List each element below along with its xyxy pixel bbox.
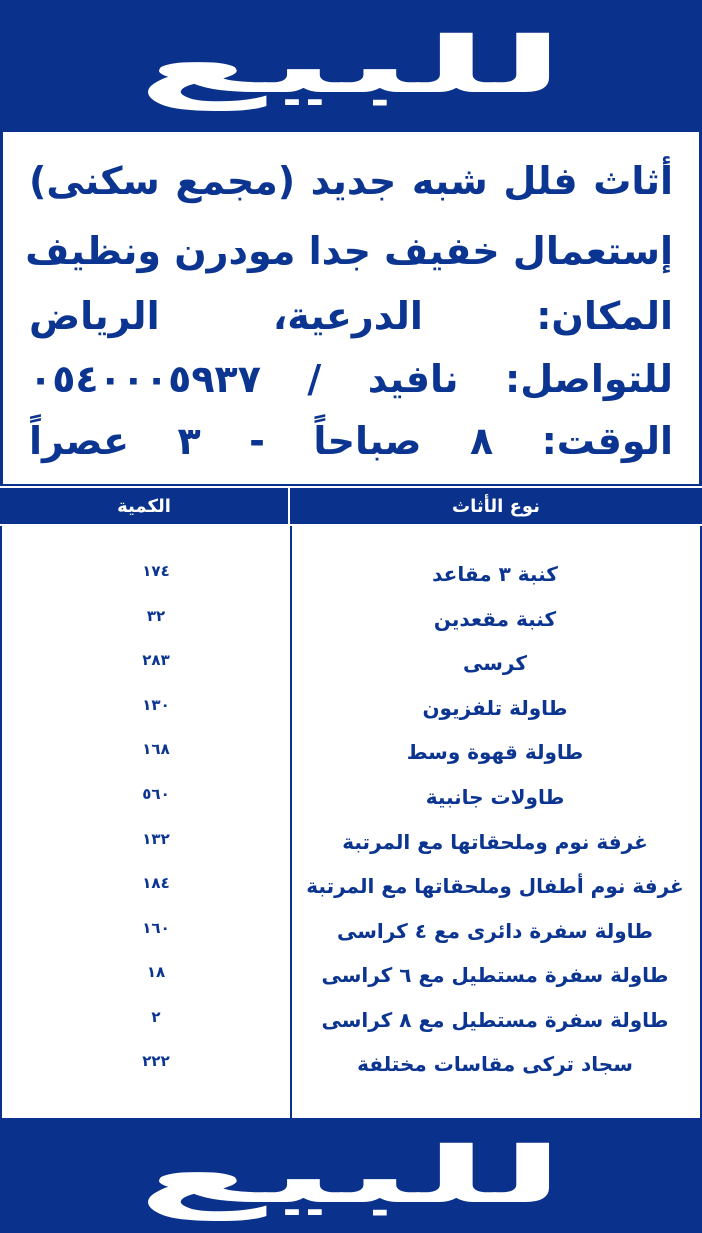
header-quantity: الكمية bbox=[117, 495, 171, 517]
table-row bbox=[2, 1008, 700, 1048]
table-row bbox=[2, 651, 700, 691]
table-row bbox=[2, 740, 700, 780]
info-line-time: الوقت: ٨ صباحاً - ٣ عصراً bbox=[29, 419, 673, 463]
table-row bbox=[2, 919, 700, 959]
item-quantity: ١٧٤ bbox=[142, 562, 170, 580]
table-row bbox=[2, 874, 700, 914]
top-banner bbox=[0, 0, 702, 132]
item-name: طاولة سفرة دائرى مع ٤ كراسى bbox=[336, 919, 654, 943]
item-quantity: ٥٦٠ bbox=[142, 785, 170, 803]
info-line-location: المكان: الدرعية، الرياض bbox=[29, 294, 673, 338]
info-line-contact: للتواصل: نافيد / ٠٥٤٠٠٠٥٩٣٧ bbox=[29, 357, 673, 401]
table-row bbox=[2, 562, 700, 602]
table-row bbox=[2, 830, 700, 870]
table-row bbox=[2, 607, 700, 647]
item-quantity: ١٣٢ bbox=[142, 830, 170, 848]
table-row bbox=[2, 785, 700, 825]
item-quantity: ٣٢ bbox=[146, 607, 166, 625]
listing-info bbox=[0, 132, 702, 486]
item-name: طاولات جانبية bbox=[425, 785, 565, 809]
for-sale-footer: للبيع bbox=[137, 1130, 565, 1221]
info-line-description: أثاث فلل شبه جديد (مجمع سكنى) bbox=[29, 159, 673, 203]
item-quantity: ١٣٠ bbox=[142, 696, 170, 714]
item-quantity: ٢٨٣ bbox=[142, 651, 170, 669]
item-name: سجاد تركى مقاسات مختلفة bbox=[357, 1052, 633, 1076]
item-name: كنبة مقعدين bbox=[433, 607, 557, 631]
furniture-table bbox=[0, 526, 702, 1118]
item-name: غرفة نوم وملحقاتها مع المرتبة bbox=[342, 830, 648, 854]
item-quantity: ١٨٤ bbox=[142, 874, 170, 892]
info-line-condition: إستعمال خفيف جدا مودرن ونظيف bbox=[25, 229, 673, 273]
item-name: طاولة قهوة وسط bbox=[406, 740, 584, 764]
header-furniture-type: نوع الأثاث bbox=[452, 495, 540, 517]
table-row bbox=[2, 696, 700, 736]
item-quantity: ١٨ bbox=[146, 963, 166, 981]
table-header bbox=[0, 486, 702, 526]
header-divider bbox=[288, 488, 290, 524]
item-name: طاولة سفرة مستطيل مع ٨ كراسى bbox=[321, 1008, 669, 1032]
item-name: غرفة نوم أطفال وملحقاتها مع المرتبة bbox=[306, 874, 684, 898]
item-name: كرسى bbox=[463, 651, 527, 675]
item-name: طاولة سفرة مستطيل مع ٦ كراسى bbox=[321, 963, 669, 987]
item-name: كنبة ٣ مقاعد bbox=[432, 562, 558, 586]
item-quantity: ١٦٠ bbox=[142, 919, 170, 937]
bottom-banner bbox=[0, 1118, 702, 1233]
item-quantity: ٢ bbox=[151, 1008, 161, 1026]
item-quantity: ٢٢٢ bbox=[142, 1052, 170, 1070]
table-row bbox=[2, 963, 700, 1003]
for-sale-title: للبيع bbox=[137, 21, 565, 111]
item-quantity: ١٦٨ bbox=[142, 740, 170, 758]
table-row bbox=[2, 1052, 700, 1092]
item-name: طاولة تلفزيون bbox=[422, 696, 568, 720]
